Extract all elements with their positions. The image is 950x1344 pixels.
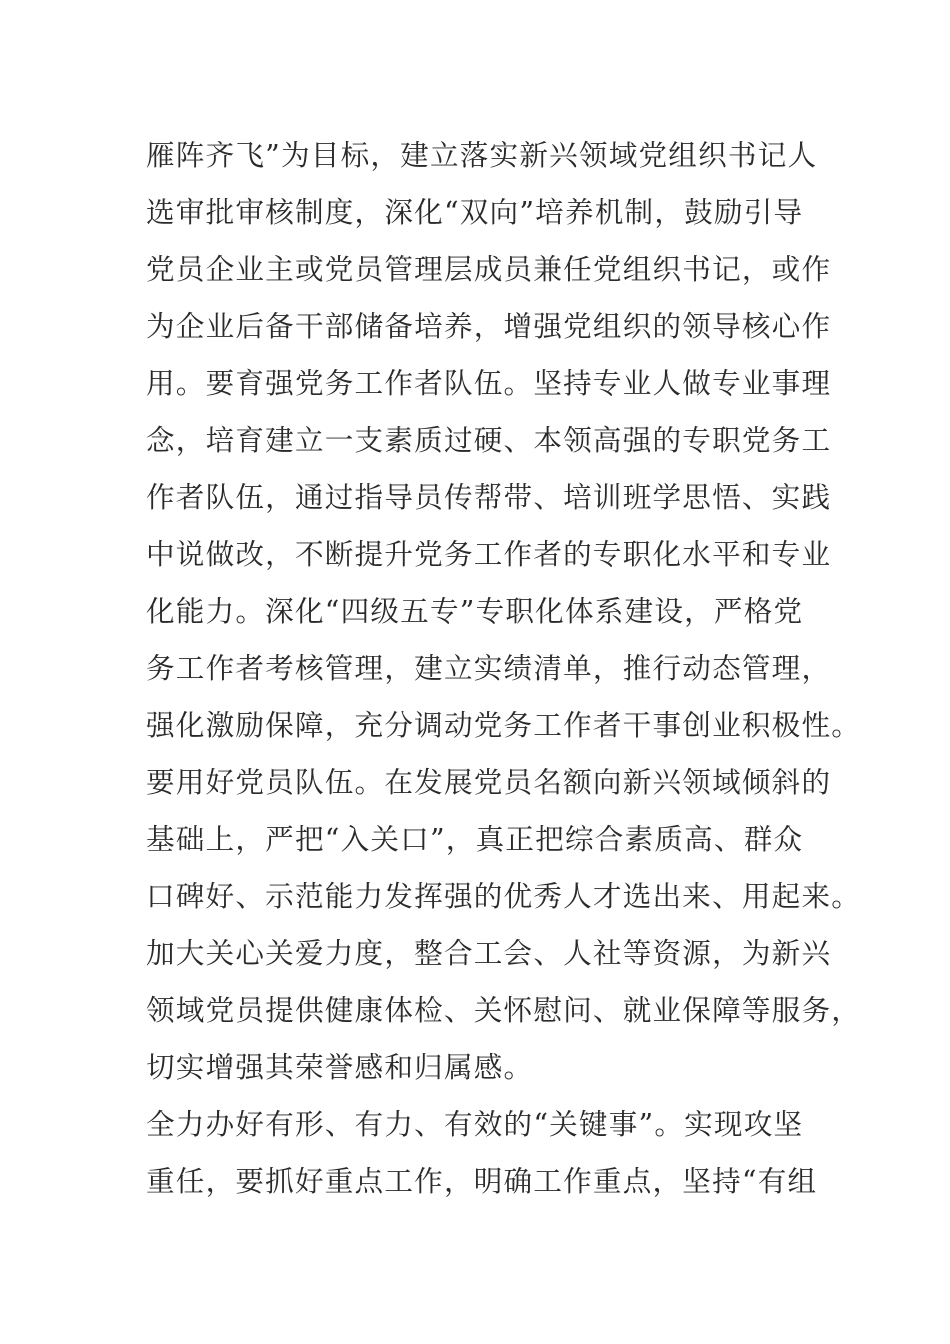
text-line: 作者队伍，通过指导员传帮带、培训班学思悟、实践 (146, 480, 832, 514)
text-line: 领域党员提供健康体检、关怀慰问、就业保障等服务， (146, 993, 862, 1027)
text-line: 全力办好有形、有力、有效的“关键事”。实现攻坚 (146, 1107, 804, 1141)
text-line: 务工作者考核管理，建立实绩清单，推行动态管理， (146, 651, 832, 685)
text-line: 重任，要抓好重点工作，明确工作重点，坚持“有组 (146, 1164, 818, 1198)
text-line: 中说做改，不断提升党务工作者的专职化水平和专业 (146, 537, 832, 571)
text-line: 口碑好、示范能力发挥强的优秀人才选出来、用起来。 (146, 879, 862, 913)
text-line: 基础上，严把“入关口”，真正把综合素质高、群众 (146, 822, 804, 856)
text-line: 加大关心关爱力度，整合工会、人社等资源，为新兴 (146, 936, 832, 970)
text-line: 念，培育建立一支素质过硬、本领高强的专职党务工 (146, 423, 832, 457)
text-line: 选审批审核制度，深化“双向”培养机制，鼓励引导 (146, 195, 804, 229)
text-line: 雁阵齐飞”为目标，建立落实新兴领域党组织书记人 (146, 138, 818, 172)
text-line: 为企业后备干部储备培养，增强党组织的领导核心作 (146, 309, 832, 343)
text-line: 党员企业主或党员管理层成员兼任党组织书记，或作 (146, 252, 832, 286)
body-text (146, 132, 862, 1215)
text-line: 切实增强其荣誉感和归属感。 (146, 1050, 534, 1084)
text-line: 强化激励保障，充分调动党务工作者干事创业积极性。 (146, 708, 862, 742)
text-line: 用。要育强党务工作者队伍。坚持专业人做专业事理 (146, 366, 832, 400)
text-line: 要用好党员队伍。在发展党员名额向新兴领域倾斜的 (146, 765, 832, 799)
text-line: 化能力。深化“四级五专”专职化体系建设，严格党 (146, 594, 804, 628)
